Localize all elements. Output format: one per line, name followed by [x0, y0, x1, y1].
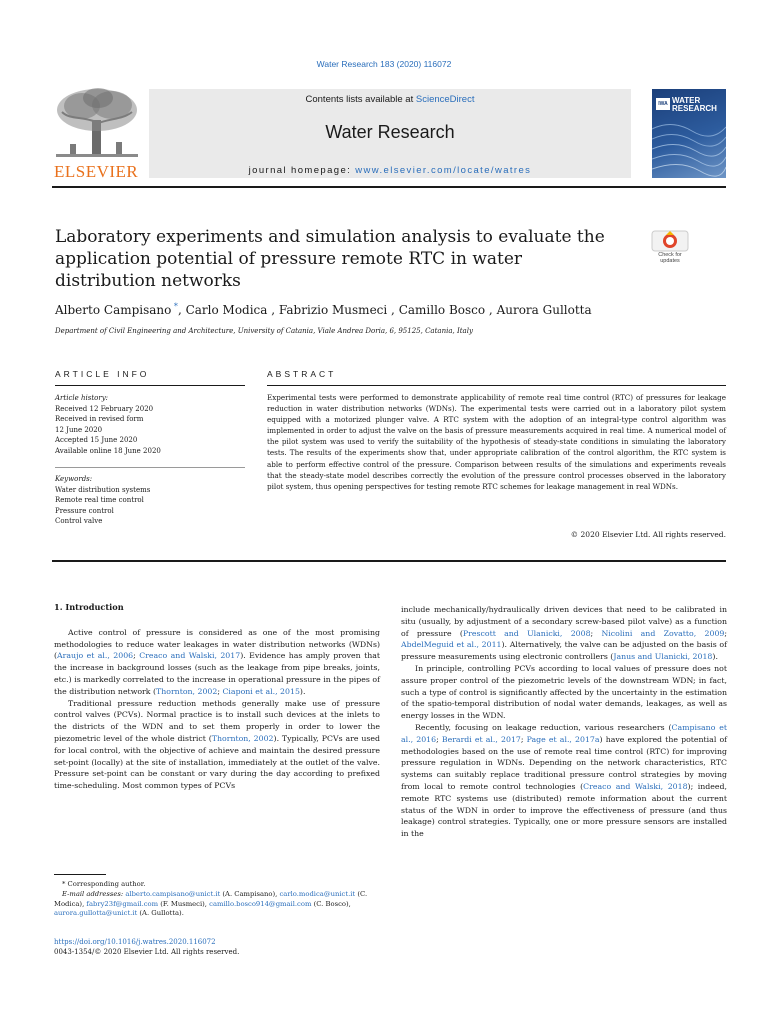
abstract-text: Experimental tests were performed to demonstrate applicability of remote real time control (RTC) of pressures for leakage reduction in water distribution networks (WDNs). The experimental tests were carried out in a laboratory pilot system equipped with a motorized plunger valve. A RTC system with the adoption of an integral-type control algorithm was implemented in order to adjust the valve on the basis of pressure measurements acquired in real time. A numerical model of the pilot system was used to verify the suitability of the hypothesis of steady-state conditions in simulating the laboratory tests. The results of the experiments show that, under appropriate calibration of the control algorithm, the RTC system is able to perform effective control of the pressure. Comparison between results of the simulations and experiments reveals that the steady-state model describes correctly the evolution of the pressure control processes observed in the laboratory pilot system, thus opening perspectives for testing remote RTC schemes for leakage management in real WDNs.: [267, 393, 726, 491]
author-list: [55, 302, 715, 317]
article-info-heading: ARTICLE INFO: [55, 369, 150, 379]
text-run: Traditional pressure reduction methods generally make use of pressure control valves (PCVs). Normal practice is to install such devices at the inlets to the districts of the WDN and to set them properly in order to lower the piezometric level of the whole district (: [54, 698, 380, 743]
author-separator: ,: [387, 303, 399, 317]
text-run: ). Evidence has amply proven that the increase in background losses (such as the leakage from pipe breaks, joints, etc.) is markedly correlated to the increase in operational pressure in the pipes of the distribution network (: [54, 651, 381, 696]
body-paragraph: [401, 663, 727, 722]
text-run: ;: [724, 628, 728, 638]
doi-link[interactable]: https://doi.org/10.1016/j.watres.2020.116072: [54, 938, 216, 946]
article-info-rule: [55, 385, 245, 386]
footnote-rule: [54, 874, 106, 875]
citation-link[interactable]: Thornton, 2002: [156, 686, 218, 696]
author-name[interactable]: Carlo Modica: [185, 303, 268, 317]
right-column-text: [401, 604, 727, 840]
elsevier-tree-icon: [52, 86, 142, 162]
doi-block: [54, 937, 380, 957]
author-name[interactable]: Fabrizio Musmeci: [278, 303, 388, 317]
author-separator: ,: [485, 303, 497, 317]
article-title: Laboratory experiments and simulation analysis to evaluate the application potential of pressure remote RTC in water distribution networks: [55, 227, 605, 291]
author-name[interactable]: Aurora Gullotta: [496, 303, 592, 317]
sciencedirect-link[interactable]: ScienceDirect: [415, 94, 475, 105]
text-run: Active control of pressure is considered as one of the most promising methodologies to reduce water leakages in water distribution networks (WDNs) (: [54, 627, 380, 661]
keywords-label: Keywords:: [55, 475, 93, 483]
keyword: Water distribution systems: [55, 485, 151, 494]
homepage-link[interactable]: www.elsevier.com/locate/watres: [355, 165, 532, 176]
journal-name: Water Research: [325, 122, 455, 142]
keywords-rule: [55, 467, 245, 468]
body-left-column: [54, 602, 380, 792]
article-history: [55, 393, 245, 456]
author-name[interactable]: Alberto Campisano: [55, 303, 172, 317]
text-run: In principle, controlling PCVs according to local values of pressure does not assure proper control of the piezometric levels of the downstream WDN; in fact, such a type of control is significantly affected by the uncertainty in the estimation of the spatio-temporal distribution of nodal water demands, leakages, as well as energy losses in the WDN.: [401, 663, 727, 721]
text-run: ;: [436, 734, 442, 744]
check-updates-icon: [651, 230, 689, 252]
citation-link[interactable]: Nicolini and Zovatto, 2009: [601, 628, 725, 638]
author-separator: ,: [267, 303, 279, 317]
footnote-text: (C. Modica),: [54, 890, 368, 908]
author-separator: ,: [177, 303, 186, 317]
email-link[interactable]: carlo.modica@unict.it: [279, 890, 356, 898]
text-run: ); indeed, remote RTC systems use (distributed) remote information about the current status of the WDN in order to improve the effectiveness of pressure (and thus leakage) control strategies. Typically, one or more pressure sensors are installed in the: [401, 781, 727, 839]
abstract-bottom-rule: [52, 560, 726, 562]
citation-link[interactable]: Ciaponi et al., 2015: [222, 686, 300, 696]
footnote-text: (C. Bosco),: [311, 899, 351, 908]
text-run: include mechanically/hydraulically driven devices that need to be calibrated in situ (usually, by adjustment of a secondary screw-based pilot valve) as a function of pressure (: [401, 605, 727, 638]
footnote-text: (A. Campisano),: [220, 890, 280, 898]
body-paragraph: [54, 627, 380, 698]
journal-homepage: [149, 165, 631, 176]
check-updates-label: Check for updates: [658, 252, 682, 264]
corresponding-author-mark[interactable]: *: [171, 302, 178, 311]
history-line: Available online 18 June 2020: [55, 446, 161, 455]
masthead-center-panel: [149, 89, 631, 178]
citation-link[interactable]: Creaco and Walski, 2017: [139, 651, 241, 661]
cover-title-line2: RESEARCH: [672, 104, 717, 113]
issn-line: 0043-1354/© 2020 Elsevier Ltd. All rights reserved.: [54, 948, 240, 956]
body-paragraph: [401, 722, 727, 840]
citation-link[interactable]: Campisano et al., 2016: [401, 722, 727, 744]
text-run: ).: [299, 686, 306, 696]
journal-masthead: [52, 86, 726, 182]
citation-link[interactable]: Page et al., 2017a: [526, 734, 600, 744]
corresponding-author-note: * Corresponding author.: [62, 880, 146, 888]
citation-link[interactable]: Creaco and Walski, 2018: [583, 781, 688, 791]
abstract-copyright: © 2020 Elsevier Ltd. All rights reserved.: [570, 530, 726, 539]
body-right-column: [401, 604, 727, 840]
publisher-name: ELSEVIER: [54, 162, 139, 181]
email-addresses-note: [54, 890, 380, 919]
homepage-prefix: journal homepage:: [248, 165, 356, 176]
text-run: ;: [590, 628, 602, 638]
cover-wave-pattern: [652, 89, 726, 178]
body-paragraph: [54, 698, 380, 792]
journal-citation[interactable]: Water Research 183 (2020) 116072: [316, 59, 452, 69]
text-run: ;: [133, 651, 140, 661]
email-link[interactable]: camillo.bosco914@gmail.com: [209, 899, 312, 908]
text-run: ). Typically, PCVs are used for local control, with the objective of achieve and maintain the desired pressure set-point (locally) at the site of installation, immediately at the outlet of the valve. Pressure set-point can be constant or vary during the day according to prefixed time-scheduling. Most common types of PCVs: [54, 733, 380, 791]
text-run: ). Alternatively, the valve can be adjusted on the basis of pressure measurements using electronic controllers (: [401, 640, 727, 662]
text-run: ) have explored the potential of methodologies based on the use of remote real time control (RTC) for improving pressure regulation in WDNs. Depending on the network characteristics, RTC systems can suitably replace traditional pressure control strategies by moving from local to remote control technologies (: [401, 734, 728, 791]
abstract-heading: ABSTRACT: [267, 369, 337, 379]
citation-link[interactable]: Araujo et al., 2006: [57, 651, 134, 661]
history-label: Article history:: [55, 394, 109, 402]
text-run: ;: [217, 686, 223, 696]
citation-link[interactable]: Janus and Ulanicki, 2018: [613, 652, 713, 662]
affiliation: Department of Civil Engineering and Architecture, University of Catania, Viale Andrea Doria, 6, 95125, Catania, Italy: [55, 327, 473, 335]
citation-link[interactable]: Thornton, 2002: [211, 733, 274, 743]
keywords-block: [55, 474, 245, 527]
citation-link[interactable]: Prescott and Ulanicki, 2008: [462, 628, 591, 638]
masthead-divider: [52, 186, 726, 188]
history-line: Received 12 February 2020: [55, 404, 154, 413]
citation-link[interactable]: Berardi et al., 2017: [441, 734, 521, 744]
text-run: Recently, focusing on leakage reduction, various researchers (: [415, 722, 672, 732]
author-name[interactable]: Camillo Bosco: [398, 303, 486, 317]
footnote-text: E-mail addresses:: [62, 890, 126, 898]
history-line: 12 June 2020: [55, 425, 103, 434]
contents-line: [149, 94, 631, 105]
journal-cover-thumbnail[interactable]: [652, 89, 726, 178]
elsevier-logo[interactable]: [52, 86, 144, 182]
text-run: ;: [520, 734, 527, 744]
footnote-text: (A. Gullotta).: [137, 909, 184, 918]
history-line: Received in revised form: [55, 415, 144, 423]
left-column-text: [54, 627, 380, 792]
email-link[interactable]: fabry23f@gmail.com: [86, 899, 159, 908]
keyword: Remote real time control: [55, 496, 144, 504]
abstract-rule: [267, 385, 726, 386]
body-paragraph: [401, 604, 727, 663]
email-link[interactable]: alberto.campisano@unict.it: [125, 890, 221, 898]
citation-link[interactable]: AbdelMeguid et al., 2011: [401, 640, 502, 650]
history-line: Accepted 15 June 2020: [55, 436, 138, 444]
email-link[interactable]: aurora.gullotta@unict.it: [54, 909, 138, 918]
contents-prefix: Contents lists available at: [305, 94, 416, 105]
text-run: ).: [712, 652, 718, 662]
section-heading: 1. Introduction: [54, 602, 124, 612]
keyword: Control valve: [55, 517, 103, 525]
iwa-badge: IWA: [656, 98, 670, 110]
cover-title-line1: WATER: [672, 96, 701, 105]
keyword: Pressure control: [55, 506, 114, 515]
footnote-text: (F. Musmeci),: [158, 899, 210, 908]
